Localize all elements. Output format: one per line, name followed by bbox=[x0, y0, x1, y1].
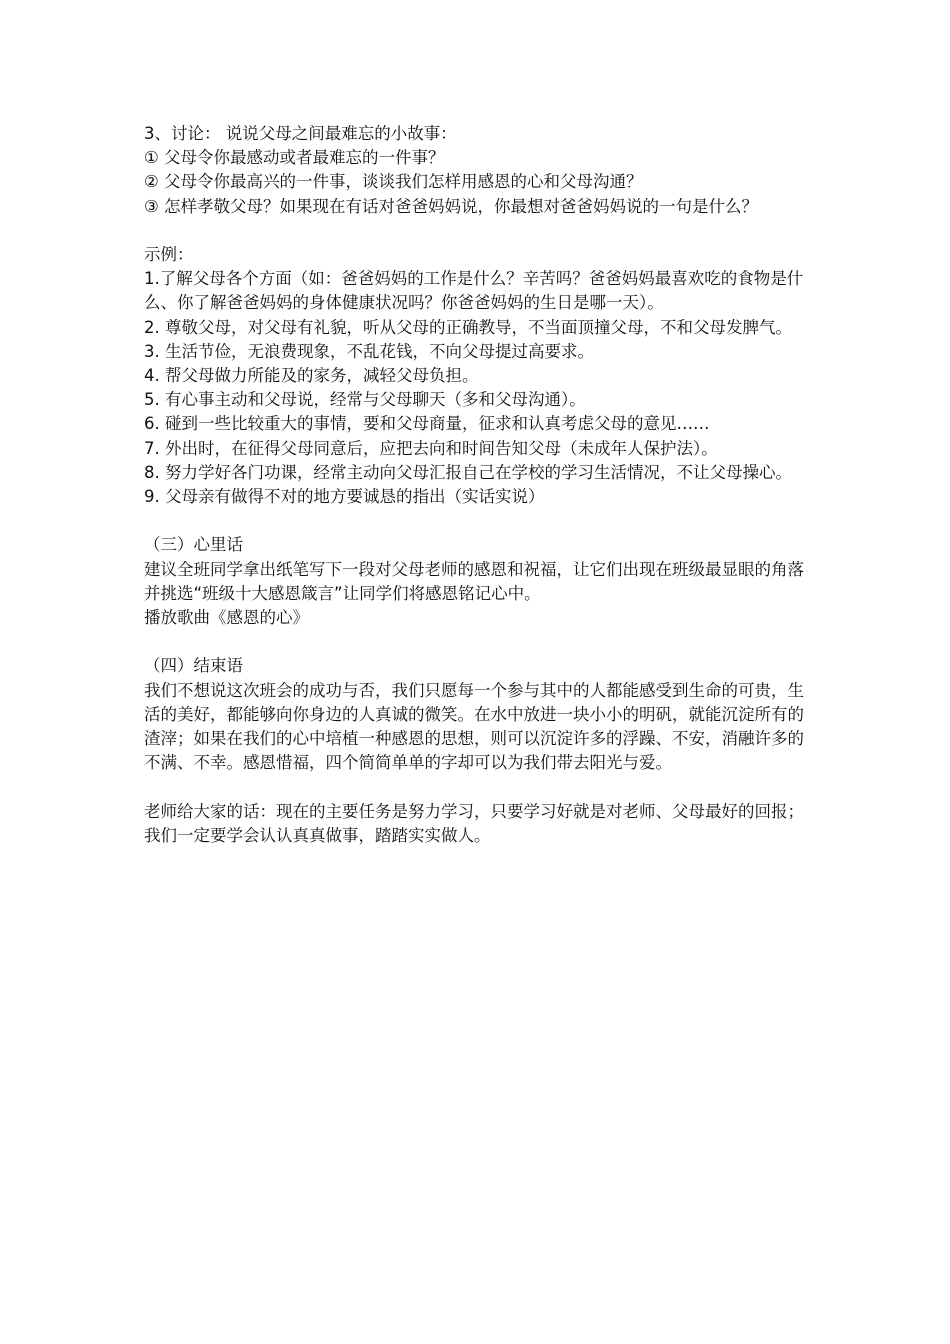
section-3-paragraph: 建议全班同学拿出纸笔写下一段对父母老师的感恩和祝福，让它们出现在班级最显眼的角落并挑选“班级十大感恩箴言”让同学们将感恩铭记心中。 bbox=[144, 559, 804, 603]
section-3-heading: （三）心里话 bbox=[144, 535, 243, 555]
example-item: 2. 尊敬父母，对父母有礼貌，听从父母的正确教导，不当面顶撞父母，不和父母发脾气。 bbox=[144, 317, 792, 337]
spacer bbox=[144, 630, 808, 654]
section-4-heading: （四）结束语 bbox=[144, 656, 243, 676]
spacer bbox=[144, 775, 808, 799]
discussion-item: ③ 怎样孝敬父母？如果现在有话对爸爸妈妈说，你最想对爸爸妈妈说的一句是什么？ bbox=[144, 196, 759, 216]
examples-heading: 示例： bbox=[144, 245, 194, 264]
discussion-item: ① 父母令你最感动或者最难忘的一件事？ bbox=[144, 148, 445, 168]
spacer bbox=[144, 509, 808, 533]
example-item: 9. 父母亲有做得不对的地方要诚恳的指出（实话实说） bbox=[144, 487, 545, 507]
example-item: 5. 有心事主动和父母说，经常与父母聊天（多和父母沟通）。 bbox=[144, 390, 586, 410]
section-4-paragraph: 我们不想说这次班会的成功与否，我们只愿每一个参与其中的人都能感受到生命的可贵，生活的美好，都能够向你身边的人真诚的微笑。在水中放进一块小小的明矾，就能沉淀所有的渣滓；如果在我们的心中培植一种感恩的思想，则可以沉淀许多的浮躁、不安，消融许多的不满、不幸。感恩惜福，四个简简单单的字却可以为我们带去阳光与爱。 bbox=[144, 680, 804, 773]
spacer bbox=[144, 219, 808, 243]
example-item: 6. 碰到一些比较重大的事情，要和父母商量，征求和认真考虑父母的意见…… bbox=[144, 414, 710, 434]
example-item: 4. 帮父母做力所能及的家务，减轻父母负担。 bbox=[144, 366, 479, 386]
section-3-song: 播放歌曲《感恩的心》 bbox=[144, 608, 309, 628]
example-item: 1.了解父母各个方面（如：爸爸妈妈的工作是什么？辛苦吗？爸爸妈妈最喜欢吃的食物是什么、你了解爸爸妈妈的身体健康状况吗？你爸爸妈妈的生日是哪一天）。 bbox=[144, 269, 804, 313]
discussion-heading: 3、讨论： 说说父母之间最难忘的小故事： bbox=[144, 124, 457, 143]
document-body bbox=[144, 122, 808, 848]
discussion-item: ② 父母令你最高兴的一件事，谈谈我们怎样用感恩的心和父母沟通？ bbox=[144, 172, 643, 192]
example-item: 8. 努力学好各门功课，经常主动向父母汇报自己在学校的学习生活情况，不让父母操心。 bbox=[144, 462, 792, 482]
example-item: 3. 生活节俭，无浪费现象，不乱花钱，不向父母提过高要求。 bbox=[144, 341, 594, 361]
teacher-words: 老师给大家的话：现在的主要任务是努力学习，只要学习好就是对老师、父母最好的回报；我们一定要学会认认真真做事，踏踏实实做人。 bbox=[144, 801, 804, 845]
example-item: 7. 外出时，在征得父母同意后，应把去向和时间告知父母（未成年人保护法）。 bbox=[144, 438, 718, 458]
